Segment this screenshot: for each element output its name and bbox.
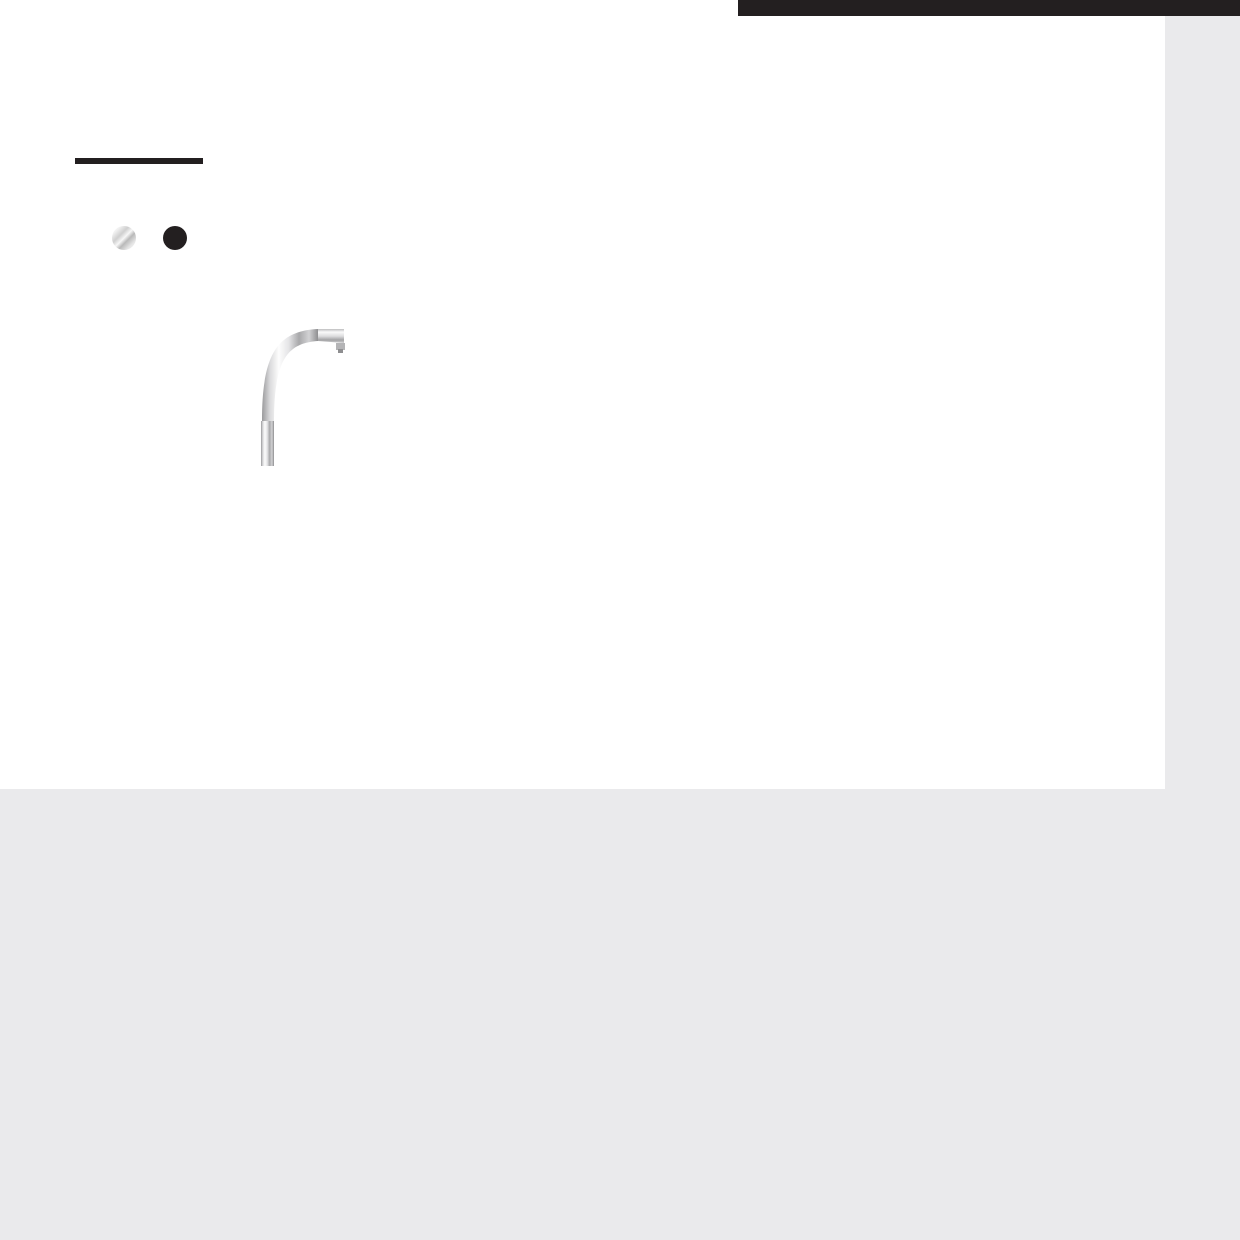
title-underline-rule <box>75 158 203 164</box>
right-margin-strip <box>1165 16 1240 789</box>
finish-swatch-group <box>112 226 187 250</box>
product-photo <box>232 305 392 695</box>
black-swatch[interactable] <box>163 226 187 250</box>
top-accent-bar <box>738 0 1240 16</box>
chrome-swatch[interactable] <box>112 226 136 250</box>
sku-row <box>75 222 187 254</box>
